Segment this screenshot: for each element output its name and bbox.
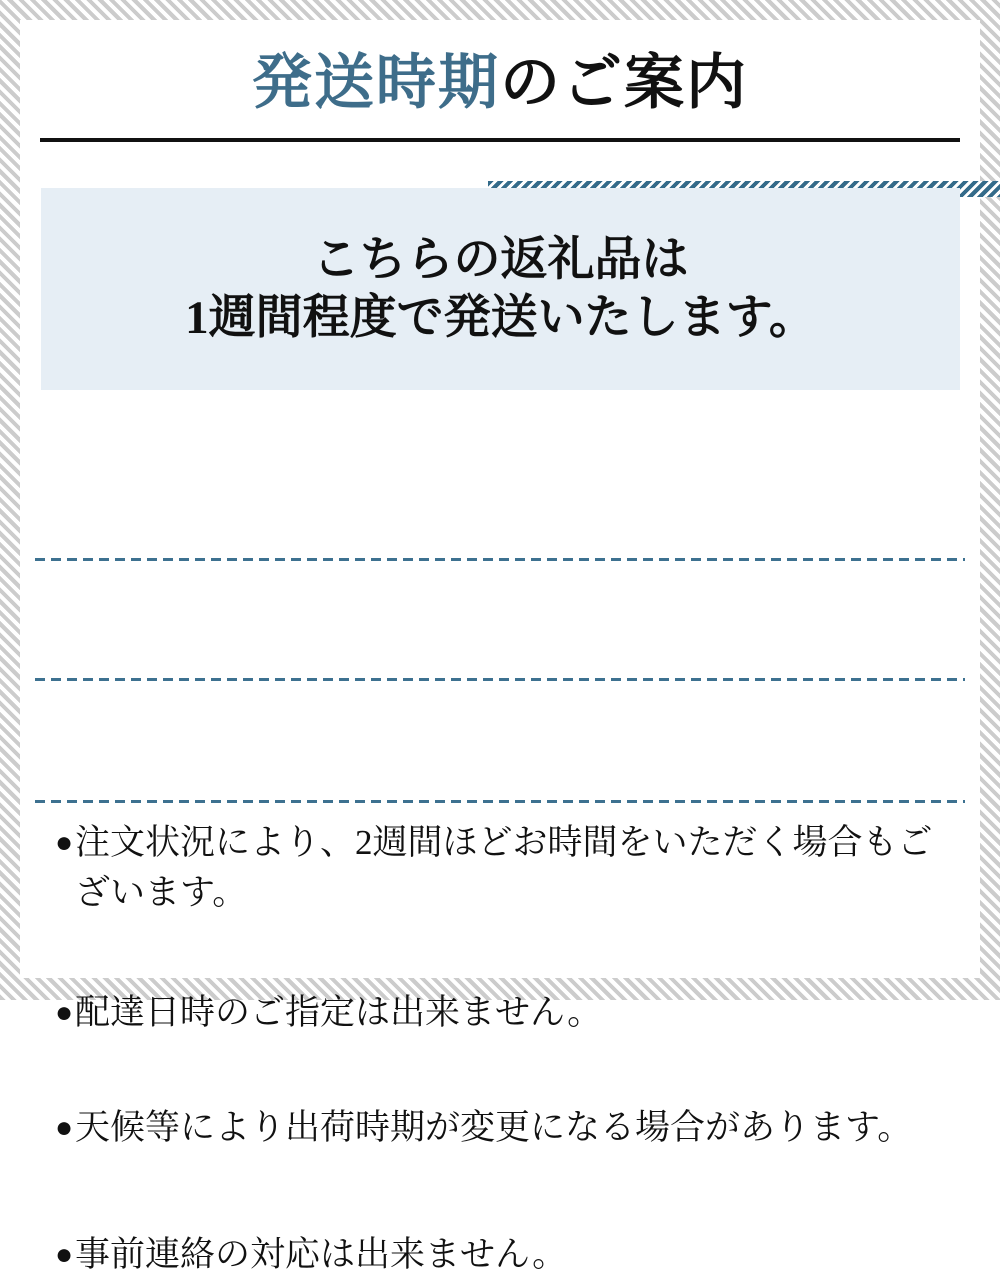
note-text: 注文状況により、2週間ほどお時間をいただく場合もございます。 — [75, 823, 933, 912]
dashed-divider — [35, 800, 965, 803]
list-item — [55, 1103, 935, 1153]
page-title — [0, 50, 1000, 116]
bullet-icon: ● — [55, 996, 74, 1029]
notice-line-1: こちらの返礼品は — [312, 234, 689, 286]
page-title-highlight: 発送時期 — [252, 50, 500, 116]
list-item — [55, 818, 935, 918]
note-text: 事前連絡の対応は出来ません。 — [75, 1235, 568, 1274]
title-underline — [40, 138, 960, 142]
bullet-icon: ● — [55, 1238, 74, 1271]
bullet-icon: ● — [55, 826, 74, 859]
note-text: 配達日時のご指定は出来ません。 — [75, 993, 603, 1032]
dashed-divider — [35, 558, 965, 561]
list-item — [55, 1230, 935, 1280]
dashed-divider — [35, 678, 965, 681]
shipping-notice-box — [41, 188, 960, 390]
page-title-rest: のご案内 — [500, 50, 748, 116]
list-item — [55, 988, 935, 1038]
note-text: 天候等により出荷時期が変更になる場合があります。 — [75, 1108, 913, 1147]
bullet-icon: ● — [55, 1111, 74, 1144]
notice-line-2: 1週間程度で発送いたします。 — [185, 292, 816, 344]
